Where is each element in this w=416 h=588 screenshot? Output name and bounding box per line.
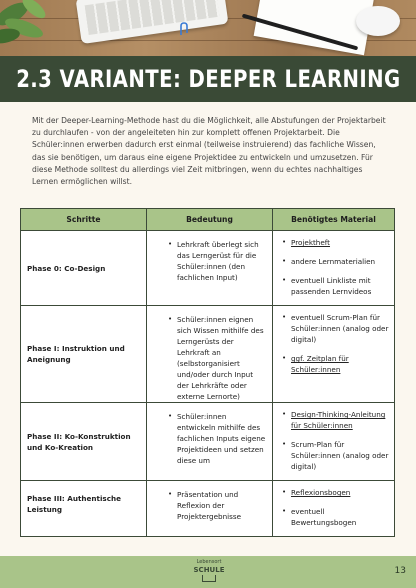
keyboard-image [76, 0, 229, 44]
table-row [21, 306, 395, 403]
material-link[interactable]: • Reflexionsbogen [279, 487, 390, 498]
title-bar [0, 56, 416, 102]
table-header-row [21, 209, 395, 231]
material-item: • andere Lernmaterialien [279, 256, 390, 267]
material-item: • eventuell Scrum-Plan für Schüler:innen (analog oder digital) [279, 312, 390, 345]
logo-top-text: Lebensort [196, 559, 222, 565]
steps-table [20, 208, 395, 537]
header-steps: Schritte [21, 209, 147, 231]
meaning-cell [147, 403, 273, 481]
header-photo [0, 0, 416, 56]
material-cell [273, 231, 395, 306]
meaning-item: • Schüler:innen entwickeln mithilfe des fachlichen Inputs eigene Projektideen und setzen diese um [165, 411, 266, 466]
header-meaning: Bedeutung [147, 209, 273, 231]
material-item: • eventuell Linkliste mit passenden Lernvideos [279, 275, 390, 297]
material-link[interactable]: • ggf. Zeitplan für Schüler:innen [279, 353, 390, 375]
material-cell [273, 306, 395, 403]
step-cell: Phase 0: Co-Design [21, 231, 147, 306]
step-cell: Phase II: Ko-Konstruktion und Ko-Kreation [21, 403, 147, 481]
table-row [21, 403, 395, 481]
step-cell: Phase III: Authentische Leistung [21, 481, 147, 537]
page-footer [0, 556, 416, 588]
mouse-image [356, 6, 400, 36]
header-material: Benötigtes Material [273, 209, 395, 231]
paper-clip-image [178, 22, 194, 38]
material-cell [273, 481, 395, 537]
material-link[interactable]: • Design-Thinking-Anleitung für Schüler:innen [279, 409, 390, 431]
page-title: 2.3 VARIANTE: DEEPER LEARNING [15, 65, 401, 93]
material-item: • eventuell Bewertungsbogen [279, 506, 390, 528]
intro-paragraph: Mit der Deeper-Learning-Methode hast du die Möglichkeit, alle Abstufungen der Projektarbeit zu durchlaufen - von der angeleiteten hin zur komplett offenen Projektarbeit. Die Schüler:innen erwerben dadurch erst einmal (teilweise instruierend) das fachliche Wissen, das sie benötigen, um daraus eine eigene Projektidee zu entwickeln und umzusetzen. Für diese Methode solltest du allerdings viel Zeit mitbringen, wenn du echtes nachhaltiges Lernen ermöglichen willst. [32, 116, 386, 187]
meaning-item: • Präsentation und Reflexion der Projektergebnisse [165, 489, 266, 522]
page-number: 13 [394, 566, 406, 576]
material-link[interactable]: • Projektheft [279, 237, 390, 248]
material-cell [273, 403, 395, 481]
logo-main-text: SCHULE [193, 566, 225, 574]
step-cell: Phase I: Instruktion und Aneignung [21, 306, 147, 403]
meaning-cell [147, 231, 273, 306]
meaning-item: • Lehrkraft überlegt sich das Lerngerüst für die Schüler:innen (den fachlichen Input) [165, 239, 266, 283]
table-row [21, 231, 395, 306]
meaning-cell [147, 306, 273, 403]
plant-image [0, 0, 60, 56]
meaning-cell [147, 481, 273, 537]
logo [186, 559, 232, 585]
meaning-item: • Schüler:innen eignen sich Wissen mithilfe des Lerngerüsts der Lehrkraft an (selbstorganisiert und/oder durch Input der Lehrkräfte oder externe Lernorte) [165, 314, 266, 402]
material-item: • Scrum-Plan für Schüler:innen (analog oder digital) [279, 439, 390, 472]
table-row [21, 481, 395, 537]
logo-mark-icon [202, 575, 216, 582]
